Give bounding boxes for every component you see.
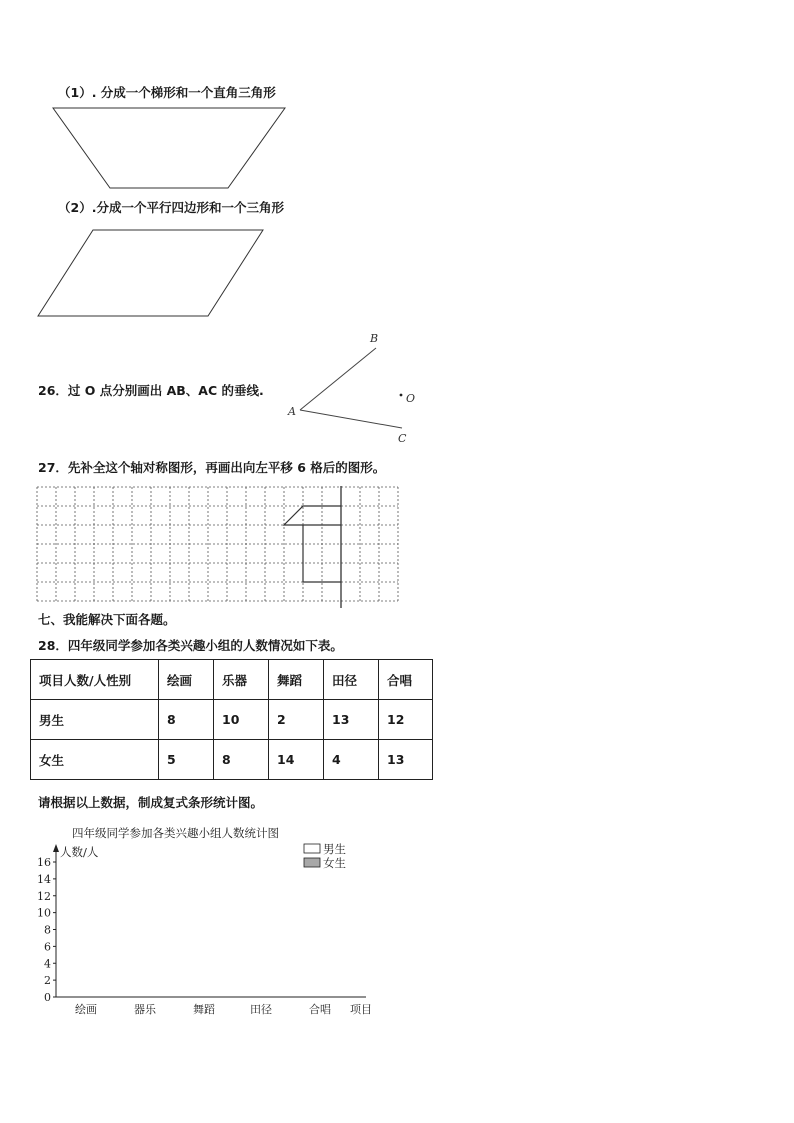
legend-swatch: [304, 844, 320, 853]
table-cell: 13: [324, 700, 379, 740]
trapezoid-shape: [53, 108, 285, 188]
ray-AB: [300, 348, 376, 410]
y-tick-label: 12: [37, 889, 51, 903]
table-cell: 8: [214, 740, 269, 780]
table-header-cell: 田径: [324, 660, 379, 700]
y-tick-label: 8: [44, 923, 51, 937]
table-cell: 13: [379, 740, 433, 780]
y-tick-label: 4: [44, 957, 51, 971]
x-category-label: 合唱: [309, 1003, 331, 1016]
parallelogram-shape: [38, 230, 263, 316]
table-header-cell: 合唱: [379, 660, 433, 700]
table-row: [31, 700, 433, 740]
legend-label: 女生: [323, 856, 346, 870]
y-tick-label: 16: [37, 856, 51, 869]
angle-figure: [280, 328, 420, 448]
point-O: [400, 394, 403, 397]
question-26: 26．过 O 点分别画出 AB、AC 的垂线.: [38, 383, 264, 398]
question-28: 28．四年级同学参加各类兴趣小组的人数情况如下表。: [38, 638, 343, 653]
table-cell: 4: [324, 740, 379, 780]
table-cell: 12: [379, 700, 433, 740]
dotted-grid: [37, 487, 398, 601]
legend-label: 男生: [323, 842, 346, 856]
x-category-label: 舞蹈: [193, 1003, 215, 1016]
y-axis-arrow: [53, 844, 59, 852]
table-row: [31, 740, 433, 780]
table-header-cell: 绘画: [159, 660, 214, 700]
question-parallelogram: （2）.分成一个平行四边形和一个三角形: [58, 200, 284, 215]
table-header-cell: 乐器: [214, 660, 269, 700]
x-axis-label: 项目: [350, 1003, 372, 1016]
table-header-row: [31, 660, 433, 700]
table-cell: 男生: [31, 700, 159, 740]
table-cell: 14: [269, 740, 324, 780]
bar-chart: [30, 840, 390, 1025]
x-category-label: 绘画: [75, 1003, 97, 1016]
label-C: C: [398, 432, 407, 445]
y-tick-label: 2: [44, 974, 51, 988]
chart-title: 四年级同学参加各类兴趣小组人数统计图: [72, 826, 279, 840]
ray-AC: [300, 410, 402, 428]
table-cell: 女生: [31, 740, 159, 780]
x-category-label: 器乐: [134, 1003, 156, 1016]
table-cell: 5: [159, 740, 214, 780]
y-tick-label: 0: [44, 991, 51, 1004]
table-cell: 8: [159, 700, 214, 740]
label-A: A: [288, 405, 296, 418]
y-tick-label: 6: [44, 940, 51, 954]
question-trapezoid: （1）. 分成一个梯形和一个直角三角形: [58, 85, 276, 100]
y-axis-label: 人数/人: [60, 845, 99, 859]
table-cell: 2: [269, 700, 324, 740]
label-B: B: [370, 332, 379, 345]
legend-swatch: [304, 858, 320, 867]
question-27: 27．先补全这个轴对称图形，再画出向左平移 6 格后的图形。: [38, 460, 386, 475]
table-cell: 10: [214, 700, 269, 740]
half-figure: [284, 506, 341, 582]
label-O: O: [406, 392, 416, 405]
y-tick-label: 10: [37, 906, 51, 920]
grid-figure: [36, 486, 402, 608]
table-header-cell: 项目人数/人性别: [31, 660, 159, 700]
y-tick-label: 14: [37, 872, 51, 886]
section-7-heading: 七、我能解决下面各题。: [38, 612, 176, 627]
interest-group-table: [30, 659, 433, 780]
x-category-label: 田径: [250, 1003, 272, 1016]
table-header-cell: 舞蹈: [269, 660, 324, 700]
chart-instruction: 请根据以上数据，制成复式条形统计图。: [38, 795, 264, 810]
